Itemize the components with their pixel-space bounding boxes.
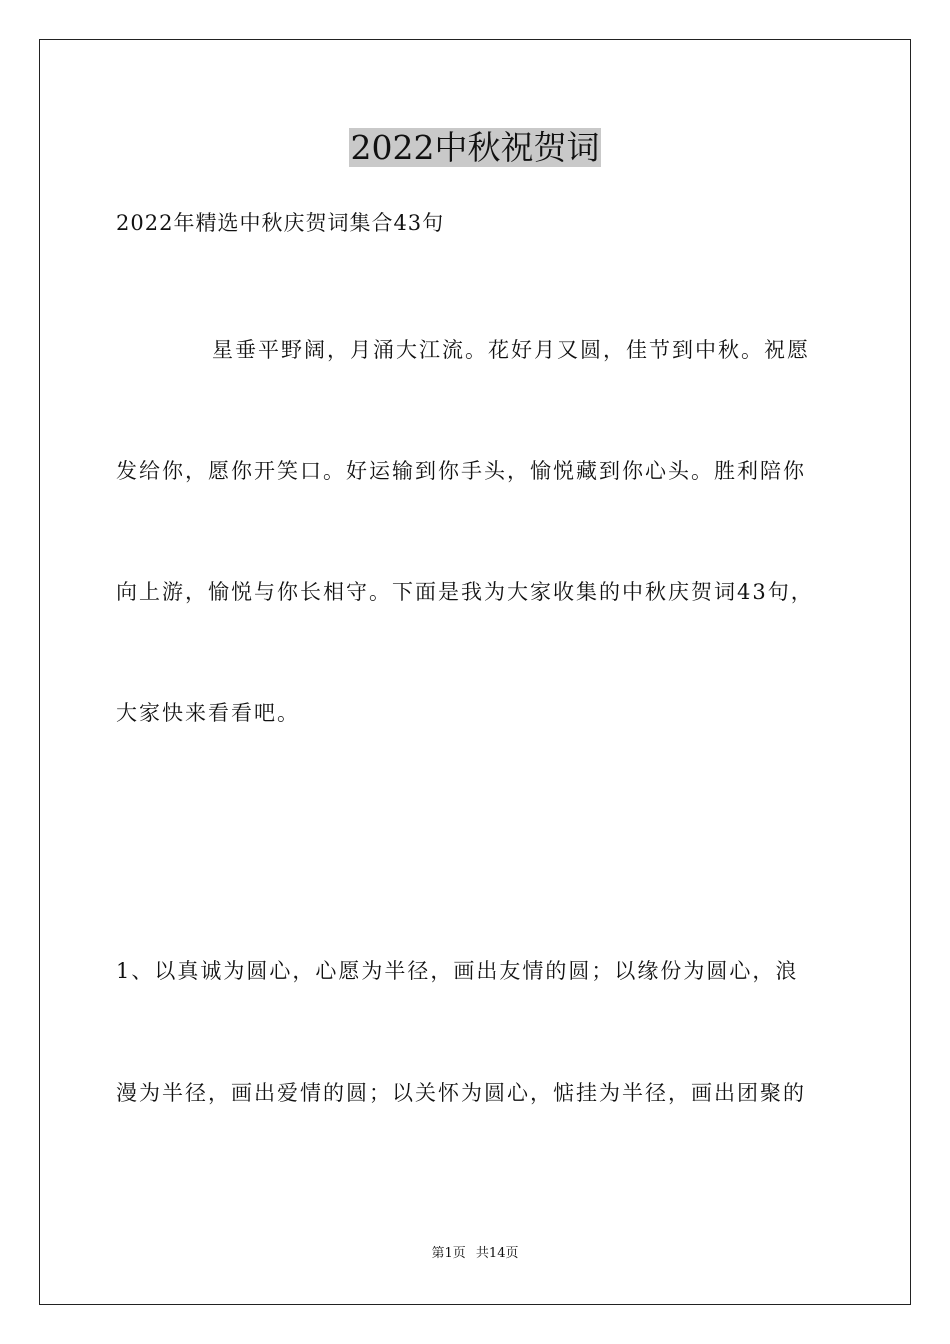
paragraph-1-line-4: 大家快来看看吧。 (116, 701, 300, 725)
paragraph-1-line-3: 向上游，愉悦与你长相守。下面是我为大家收集的中秋庆贺词43句， (116, 580, 814, 604)
paragraph-1-line-2: 发给你，愿你开笑口。好运输到你手头，愉悦藏到你心头。胜利陪你 (116, 459, 806, 483)
paragraph-1-line-1: 星垂平野阔，月涌大江流。花好月又圆，佳节到中秋。祝愿 (212, 338, 810, 362)
document-title-text: 2022中秋祝贺词 (350, 128, 600, 167)
page-footer: 第1页 共14页 (431, 1246, 519, 1261)
paragraph-2-line-1: 1、以真诚为圆心，心愿为半径，画出友情的圆；以缘份为圆心，浪 (116, 959, 799, 983)
paragraph-2-line-2: 漫为半径，画出爱情的圆；以关怀为圆心，惦挂为半径，画出团聚的 (116, 1081, 806, 1105)
document-title (0, 128, 950, 168)
document-subtitle: 2022年精选中秋庆贺词集合43句 (116, 211, 445, 235)
